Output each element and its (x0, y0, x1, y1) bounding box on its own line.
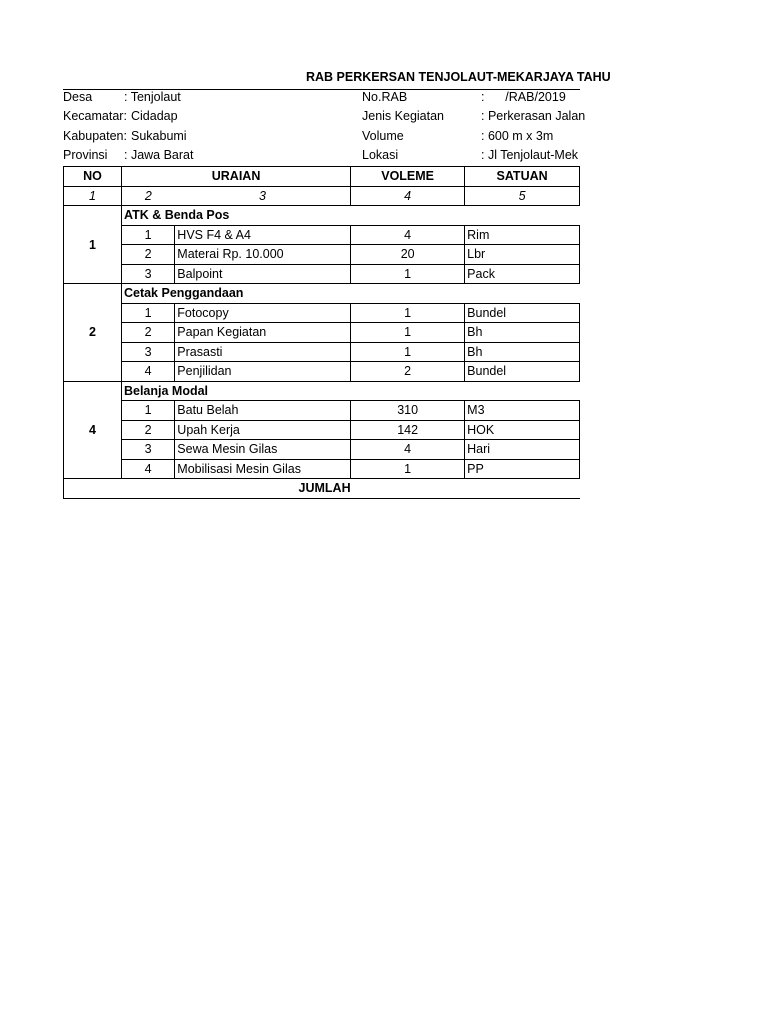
info-lokasi-label: Lokasi (362, 148, 399, 162)
item-number: 1 (121, 303, 174, 323)
item-name: Upah Kerja (175, 420, 351, 440)
total-satuan (465, 479, 580, 499)
colnum-sub: 2 (121, 186, 174, 206)
item-satuan: Bh (465, 323, 580, 343)
item-name: HVS F4 & A4 (175, 225, 351, 245)
table-row (64, 245, 580, 265)
item-number: 2 (121, 323, 174, 343)
item-number: 3 (121, 440, 174, 460)
item-volume: 4 (351, 225, 465, 245)
item-volume: 1 (351, 323, 465, 343)
item-satuan: Hari (465, 440, 580, 460)
total-label: JUMLAH (298, 481, 351, 496)
info-kabupaten-value: Sukabumi (131, 129, 187, 143)
item-number: 2 (121, 420, 174, 440)
group-title: ATK & Benda Pos (121, 206, 579, 226)
header-no: NO (64, 167, 122, 187)
info-volume-value: : 600 m x 3m (481, 129, 554, 143)
table-row (64, 342, 580, 362)
table-row (64, 303, 580, 323)
group-title-row (64, 206, 580, 226)
item-number: 2 (121, 245, 174, 265)
rab-table (63, 166, 580, 499)
total-label-spacer (64, 479, 351, 499)
item-name: Mobilisasi Mesin Gilas (175, 459, 351, 479)
item-name: Batu Belah (175, 401, 351, 421)
total-volume (351, 479, 465, 499)
item-volume: 1 (351, 264, 465, 284)
info-kabupaten-label: Kabupaten: (63, 129, 127, 143)
info-provinsi-value: : Jawa Barat (124, 148, 194, 162)
colnum-satuan: 5 (465, 186, 580, 206)
item-number: 3 (121, 342, 174, 362)
header-uraian: URAIAN (121, 167, 350, 187)
table-row (64, 323, 580, 343)
item-satuan: Bh (465, 342, 580, 362)
item-satuan: PP (465, 459, 580, 479)
table-row (64, 264, 580, 284)
group-title: Cetak Penggandaan (121, 284, 579, 304)
group-number: 2 (64, 284, 122, 382)
info-desa-label: Desa (63, 90, 93, 104)
item-name: Penjilidan (175, 362, 351, 382)
group-title-row (64, 284, 580, 304)
colnum-no: 1 (64, 186, 122, 206)
column-number-row (64, 186, 580, 206)
table-row (64, 362, 580, 382)
info-volume-label: Volume (362, 129, 404, 143)
colnum-name: 3 (175, 186, 351, 206)
header-volume: VOLEME (351, 167, 465, 187)
item-volume: 1 (351, 303, 465, 323)
item-satuan: Lbr (465, 245, 580, 265)
item-volume: 20 (351, 245, 465, 265)
item-name: Balpoint (175, 264, 351, 284)
group-title-row (64, 381, 580, 401)
info-kecamatan-value: Cidadap (131, 109, 178, 123)
item-volume: 1 (351, 459, 465, 479)
item-satuan: Bundel (465, 303, 580, 323)
table-row (64, 420, 580, 440)
item-volume: 142 (351, 420, 465, 440)
info-lokasi-value: : Jl Tenjolaut-Mek (481, 148, 579, 162)
item-number: 1 (121, 401, 174, 421)
item-satuan: Bundel (465, 362, 580, 382)
table-row (64, 225, 580, 245)
total-row (64, 479, 580, 499)
item-satuan: HOK (465, 420, 580, 440)
info-jenis-label: Jenis Kegiatan (362, 109, 445, 123)
info-desa-value: : Tenjolaut (124, 90, 181, 104)
item-number: 4 (121, 362, 174, 382)
item-satuan: Rim (465, 225, 580, 245)
group-title: Belanja Modal (121, 381, 579, 401)
table-header-row (64, 167, 580, 187)
info-norab-value: : /RAB/2019 (481, 90, 566, 104)
item-volume: 4 (351, 440, 465, 460)
table-row (64, 440, 580, 460)
item-name: Papan Kegiatan (175, 323, 351, 343)
group-number: 1 (64, 206, 122, 284)
item-name: Prasasti (175, 342, 351, 362)
item-satuan: Pack (465, 264, 580, 284)
info-norab-label: No.RAB (362, 90, 408, 104)
info-kecamatan-label: Kecamatar: (63, 109, 127, 123)
item-volume: 310 (351, 401, 465, 421)
table-row (64, 401, 580, 421)
item-name: Sewa Mesin Gilas (175, 440, 351, 460)
info-jenis-value: : Perkerasan Jalan (481, 109, 586, 123)
item-volume: 1 (351, 342, 465, 362)
group-number: 4 (64, 381, 122, 479)
item-satuan: M3 (465, 401, 580, 421)
item-volume: 2 (351, 362, 465, 382)
item-number: 3 (121, 264, 174, 284)
item-number: 1 (121, 225, 174, 245)
item-name: Fotocopy (175, 303, 351, 323)
item-number: 4 (121, 459, 174, 479)
colnum-volume: 4 (351, 186, 465, 206)
header-satuan: SATUAN (465, 167, 580, 187)
info-provinsi-label: Provinsi (63, 148, 108, 162)
item-name: Materai Rp. 10.000 (175, 245, 351, 265)
table-row (64, 459, 580, 479)
document-title: RAB PERKERSAN TENJOLAUT-MEKARJAYA TAHU (306, 70, 611, 84)
